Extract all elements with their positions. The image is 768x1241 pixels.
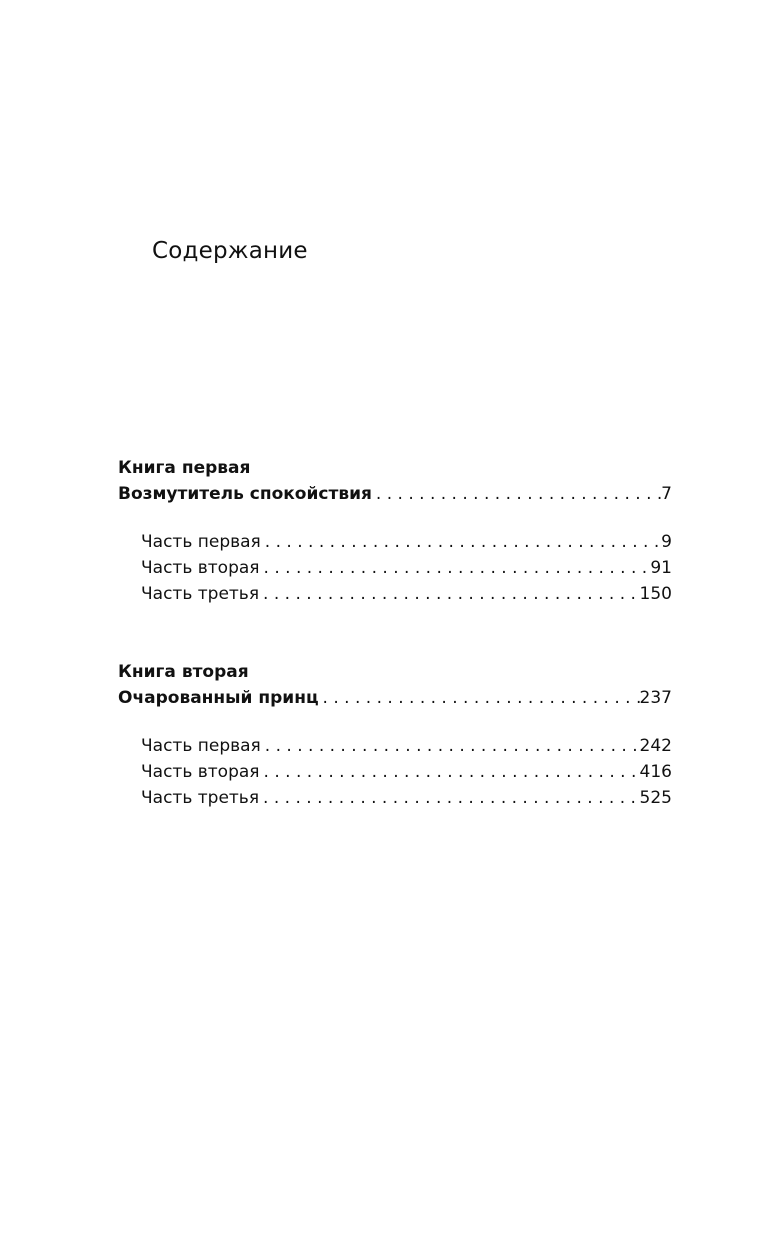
dot-leader — [261, 529, 661, 555]
book-one-entry[interactable] — [118, 481, 672, 507]
dot-leader — [261, 733, 640, 759]
part-page-number: 9 — [661, 532, 672, 552]
dot-leader — [259, 581, 640, 607]
part-page-number: 242 — [639, 736, 672, 756]
dot-leader — [260, 555, 651, 581]
part-page-number: 91 — [650, 558, 672, 578]
table-of-contents — [118, 455, 672, 811]
book-one-part-two-entry[interactable] — [118, 555, 672, 581]
part-label: Часть третья — [141, 584, 260, 604]
book-two-title: Очарованный принц — [118, 688, 319, 708]
part-label: Часть первая — [141, 736, 261, 756]
book-one-heading: Книга первая — [118, 458, 251, 478]
book-two-part-three-entry[interactable] — [118, 785, 672, 811]
page-title: Содержание — [152, 238, 308, 264]
part-label: Часть третья — [141, 788, 260, 808]
dot-leader — [260, 759, 640, 785]
part-label: Часть первая — [141, 532, 261, 552]
part-label: Часть вторая — [141, 558, 260, 578]
book-two-page-number: 237 — [639, 688, 672, 708]
book-two-part-one-entry[interactable] — [118, 733, 672, 759]
part-label: Часть вторая — [141, 762, 260, 782]
book-one-page-number: 7 — [661, 484, 672, 504]
part-page-number: 416 — [639, 762, 672, 782]
book-one-title: Возмутитель спокойствия — [118, 484, 372, 504]
book-one-part-three-entry[interactable] — [118, 581, 672, 607]
dot-leader — [319, 685, 640, 711]
book-two-entry[interactable] — [118, 685, 672, 711]
book-two-part-two-entry[interactable] — [118, 759, 672, 785]
dot-leader — [259, 785, 640, 811]
dot-leader — [372, 481, 661, 507]
book-one-part-one-entry[interactable] — [118, 529, 672, 555]
part-page-number: 525 — [639, 788, 672, 808]
part-page-number: 150 — [639, 584, 672, 604]
book-two-heading: Книга вторая — [118, 662, 249, 682]
